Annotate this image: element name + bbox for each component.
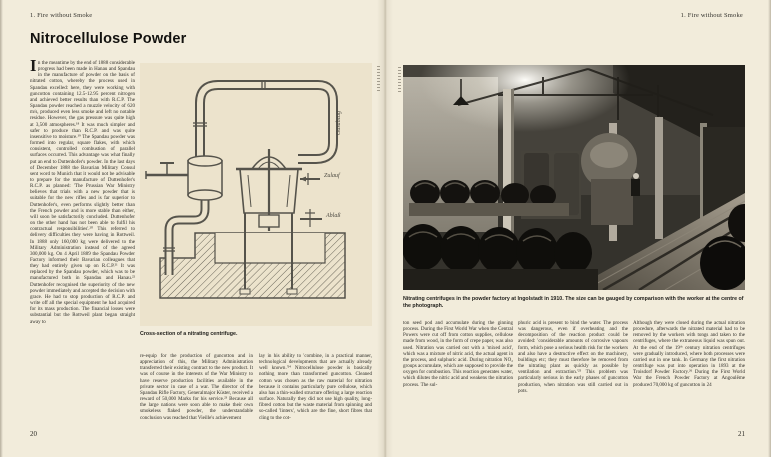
factory-photograph [403, 65, 745, 290]
figure-credit-vertical [377, 65, 380, 91]
left-page-column-2: re-equip for the production of guncotton and in appreciation of this, the Military Administration transferred their existing contract to the new product. It was of course in the interests of the War Ministry to have reserve production facilities available in the private sector in case of a war. The director of the Spandau Rifle Factory, Generalmajor Küster, received a reward of 50,000 Marks for his service.²³ Because all the large nations were soon able to make their own smokeless flaked powder, the understandable conclusion was reached that Vieille's achievement [140, 353, 253, 421]
running-head-left: 1. Fire without Smoke [30, 12, 93, 19]
right-page-column-2: phuric acid is present to bind the water. The process was dangerous, even if overheating and the decomposition of the reaction product could be avoided: 'considerable amounts of corrosive vapours form, which pose a serious health risk for the workers and also have a destructive effect on the machinery, buildings etc; they must therefore be removed from the nitrating plant as quickly as possible by ventilation and extraction.'²⁵ This problem was particularly serious in the early phases of guncotton production, when nitration was still carried out in pots. [518, 320, 628, 394]
photo-caption: Nitrating centrifuges in the powder factory at Ingolstadt in 1910. The size can be gauged by comparison with the worker at the centre of the photograph. [403, 296, 744, 309]
chapter-section-title: Nitrocellulose Powder [30, 31, 187, 47]
page-number-left: 20 [30, 430, 37, 438]
centrifuge-diagram-panel [140, 63, 372, 326]
inlet-valve [146, 163, 188, 179]
drain-fitting [300, 209, 322, 227]
inflow-fitting [300, 173, 320, 185]
photo-credit-vertical [398, 66, 401, 92]
right-page-column-1: ton seed pod and accumulate during the ginning process. During the First World War when the Central Powers were cut off from cotton supplies, cellulose made from wood, in the form of crepe paper, was also used. Nitration was carried out with a 'mixed acid', which was a mixture of nitric acid, the actual agent in the process, and sulphuric acid. During nitration NO₂ groups accumulate, which are supposed to provide the oxygen for combustion. This reaction generates water, which dilutes the nitric acid and weakens the nitration process. The sul- [403, 320, 513, 388]
page-number-right: 21 [738, 430, 745, 438]
left-column-1-text: n the meantime by the end of 1888 considerable progress had been made in Hanau and Spandau in the manufacture of powder on the basis of nitrated cotton, whereby the process used in Spandau excelled: here, they were working with guncotton containing 12.5-12.95 percent nitrogen and achieved better results than with R.C.P. The Spandau powder reached a muzzle velocity of 620 m/s, produced even less smoke and left no notable residue. However, the gas pressure was quite high at 3,500 atmospheres.¹⁸ It was much simpler and safer to produce than R.C.P. and was quite insensitive to moisture.¹⁹ The Spandau powder was formed into regular, square flakes, with which consistent, controlled combustion of parallel surfaces occurred. This advantage was what finally put an end to Duttenhofer's powder. In the last days of December 1888 the Bavarian Military Consul sent word to Munich that it would not be advisable to prepare for the manufacture of Duttenhofer's R.C.P. as planned: 'The Prussian War Ministry believes that trials with a new powder that is suitable for the new rifles and is far superior to Duttenhofer's, even performs slightly better than the French powder and is more stable than either, will soon be satisfactorily concluded. Duttenhofer on the other hand has not been able to fulfil his contractual responsibilities'.²⁰ This referred to delivery difficulties they were having in Rottweil. In 1888 only 160,000 kg were delivered to the Military Administration instead of the agreed 300,000 kg. On 4 April 1889 the Spandau Powder Factory informed their Bavarian colleagues that they had entirely given up on R.C.P.²¹ It was replaced by the Spandau powder, which was to be manufactured both in Spandau and Hanau.²² Duttenhofer recognised the superiority of the new powder immediately and accepted the decision with grace. He had to stop production of R.C.P. and write off all the special equipment he had acquired for its mass production. The financial losses were substantial but the Rottweil plant began straight away to [30, 60, 135, 325]
diagram-label-gas-outlet: Gasabzug [336, 110, 342, 135]
acid-pot-valve [188, 156, 222, 200]
figure-caption: Cross-section of a nitrating centrifuge. [140, 331, 238, 337]
factory-photo-art [403, 65, 745, 290]
running-head-right: 1. Fire without Smoke [680, 12, 743, 19]
right-page-column-3: Although they were closed during the actual nitration procedure, afterwards the nitrated material had to be removed by the workers with tongs and taken to the centrifuges, where the extraneous liquid was spun out. At the end of the 19ᵗʰ century nitration centrifuges were gradually introduced, where both processes were carried out in one tank. In Germany the first nitration centrifuge was put into operation in 1893 at the Troisdorf Powder Factory.²⁶ During the First World War the French Powder Factory at Angoulême produced 70,000 kg of guncotton in 24 [633, 320, 745, 388]
drop-cap: I [30, 60, 37, 75]
left-page-column-1 [30, 60, 135, 428]
scan-edge-left [0, 0, 3, 457]
diagram-label-drain: Ablaß [326, 213, 341, 219]
centrifuge-cross-section-drawing [140, 63, 372, 326]
diagram-label-inflow: Zulauf [324, 173, 340, 179]
left-page-column-3: lay in his ability to 'combine, in a practical manner, technological developments that are actually already well known.'²⁴ Nitrocellulose powder is basically nothing more than transformed guncotton. Cleaned cotton was chosen as the raw material for nitration because it contains particularly pure cellulose, which also has a thin-walled structure offering a large reaction surface. Naturally they did not use high quality, long-fibred cotton but the waste material from spinning and so-called 'linters', which are the fine, short fibres that cling to the cot- [259, 353, 372, 421]
